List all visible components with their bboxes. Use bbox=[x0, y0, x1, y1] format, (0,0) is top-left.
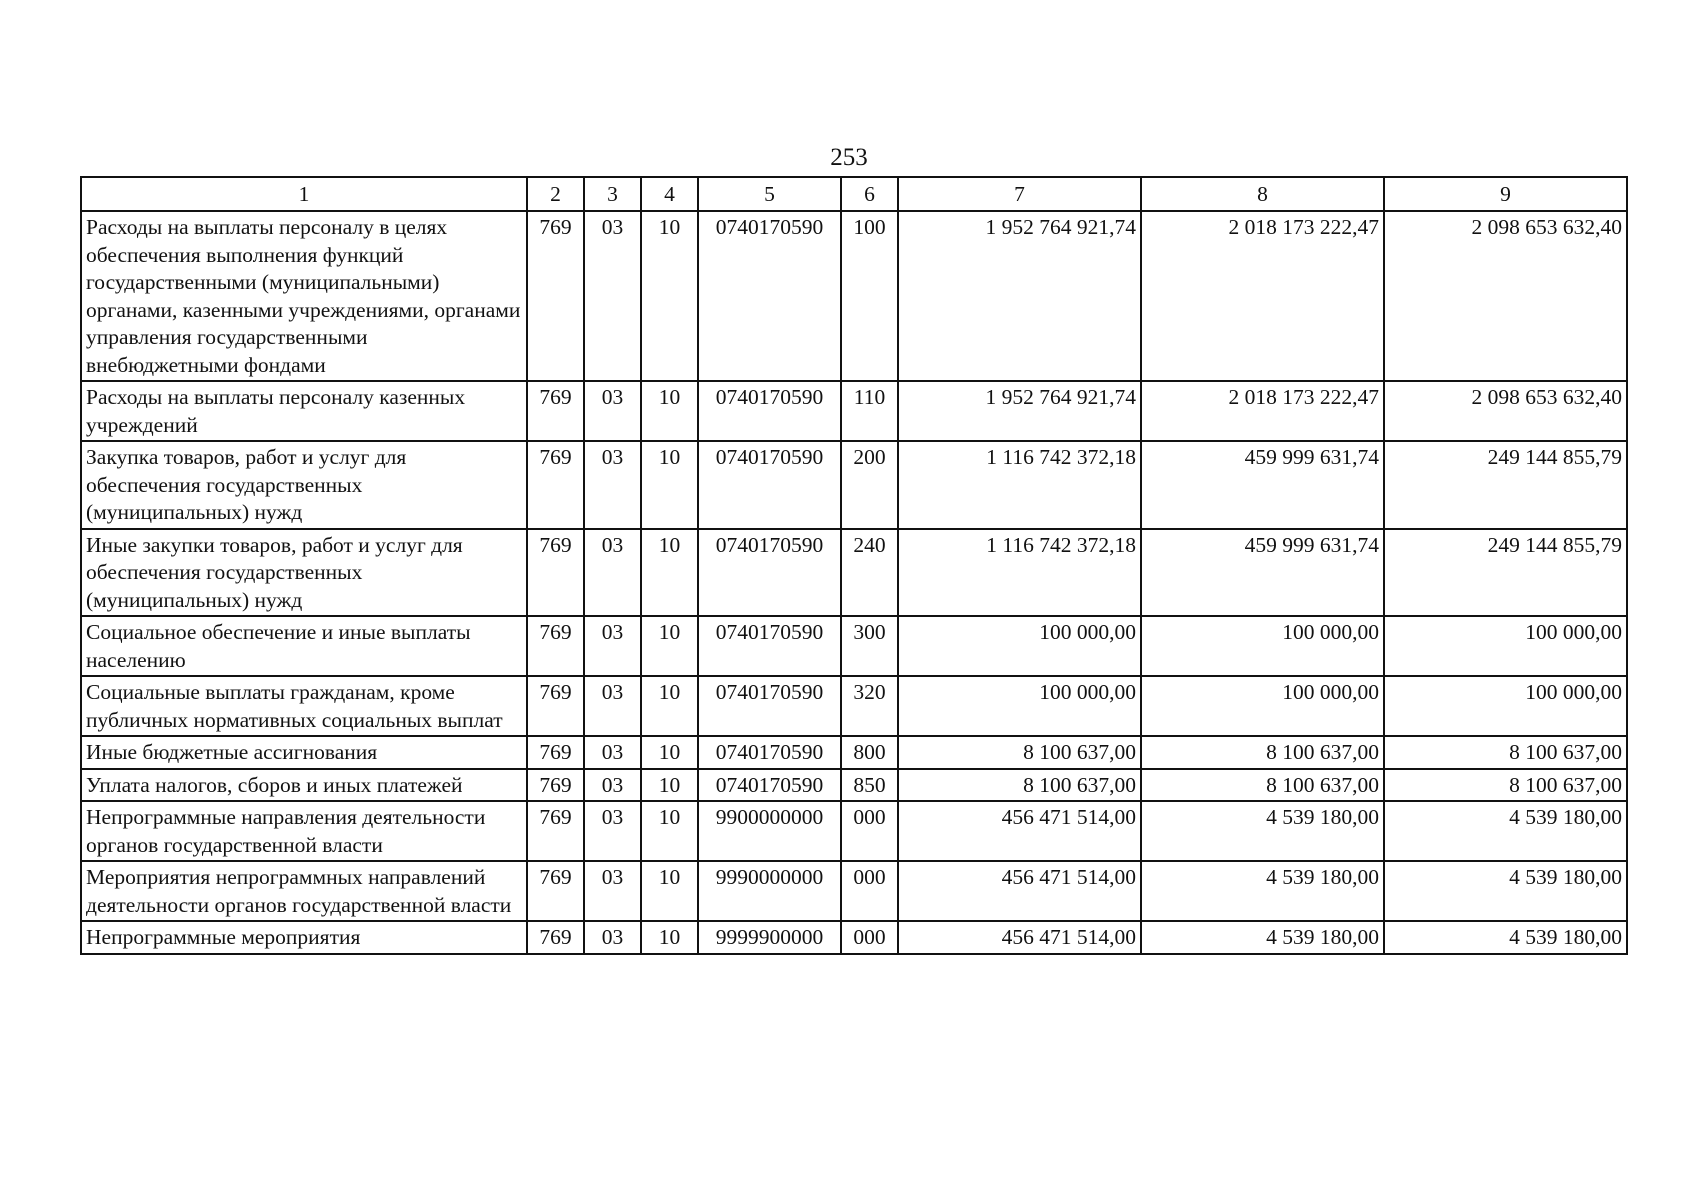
row-amount-9: 100 000,00 bbox=[1384, 676, 1627, 736]
row-name: Закупка товаров, работ и услуг для обеспечения государственных (муниципальных) нужд bbox=[81, 441, 527, 529]
header-row bbox=[81, 177, 1627, 211]
row-amount-7: 8 100 637,00 bbox=[898, 769, 1141, 802]
row-code-2: 769 bbox=[527, 441, 584, 529]
row-amount-8: 459 999 631,74 bbox=[1141, 441, 1384, 529]
row-amount-9: 249 144 855,79 bbox=[1384, 529, 1627, 617]
row-code-3: 03 bbox=[584, 921, 641, 954]
row-code-5: 9990000000 bbox=[698, 861, 841, 921]
table-row bbox=[81, 211, 1627, 381]
row-amount-8: 8 100 637,00 bbox=[1141, 769, 1384, 802]
row-code-4: 10 bbox=[641, 381, 698, 441]
row-code-4: 10 bbox=[641, 211, 698, 381]
table-row bbox=[81, 861, 1627, 921]
row-code-5: 0740170590 bbox=[698, 676, 841, 736]
header-col-3: 3 bbox=[584, 177, 641, 211]
row-code-4: 10 bbox=[641, 529, 698, 617]
row-name: Расходы на выплаты персоналу казенных учреждений bbox=[81, 381, 527, 441]
row-amount-7: 456 471 514,00 bbox=[898, 801, 1141, 861]
header-col-8: 8 bbox=[1141, 177, 1384, 211]
row-name: Иные закупки товаров, работ и услуг для обеспечения государственных (муниципальных) нужд bbox=[81, 529, 527, 617]
header-col-5: 5 bbox=[698, 177, 841, 211]
table-body bbox=[81, 211, 1627, 954]
row-code-3: 03 bbox=[584, 769, 641, 802]
row-code-5: 9999900000 bbox=[698, 921, 841, 954]
row-amount-7: 456 471 514,00 bbox=[898, 921, 1141, 954]
row-code-6: 000 bbox=[841, 921, 898, 954]
row-name: Расходы на выплаты персоналу в целях обеспечения выполнения функций государственными (муниципальными) органами, казенными учреждениями, органами управления государственными внебюджетными фондами bbox=[81, 211, 527, 381]
table-row bbox=[81, 921, 1627, 954]
header-col-7: 7 bbox=[898, 177, 1141, 211]
header-col-4: 4 bbox=[641, 177, 698, 211]
row-code-3: 03 bbox=[584, 441, 641, 529]
table-row bbox=[81, 769, 1627, 802]
row-code-2: 769 bbox=[527, 769, 584, 802]
row-code-4: 10 bbox=[641, 736, 698, 769]
row-code-6: 240 bbox=[841, 529, 898, 617]
row-name: Иные бюджетные ассигнования bbox=[81, 736, 527, 769]
row-code-2: 769 bbox=[527, 861, 584, 921]
header-col-9: 9 bbox=[1384, 177, 1627, 211]
row-code-2: 769 bbox=[527, 921, 584, 954]
row-code-6: 110 bbox=[841, 381, 898, 441]
row-code-5: 0740170590 bbox=[698, 529, 841, 617]
row-amount-8: 459 999 631,74 bbox=[1141, 529, 1384, 617]
row-name: Социальные выплаты гражданам, кроме публичных нормативных социальных выплат bbox=[81, 676, 527, 736]
row-code-4: 10 bbox=[641, 616, 698, 676]
row-amount-9: 4 539 180,00 bbox=[1384, 861, 1627, 921]
row-code-2: 769 bbox=[527, 801, 584, 861]
header-col-2: 2 bbox=[527, 177, 584, 211]
row-amount-8: 4 539 180,00 bbox=[1141, 861, 1384, 921]
row-amount-9: 2 098 653 632,40 bbox=[1384, 211, 1627, 381]
row-amount-7: 456 471 514,00 bbox=[898, 861, 1141, 921]
row-amount-9: 8 100 637,00 bbox=[1384, 769, 1627, 802]
row-amount-9: 4 539 180,00 bbox=[1384, 801, 1627, 861]
row-code-6: 300 bbox=[841, 616, 898, 676]
row-amount-9: 2 098 653 632,40 bbox=[1384, 381, 1627, 441]
row-amount-8: 4 539 180,00 bbox=[1141, 801, 1384, 861]
row-code-4: 10 bbox=[641, 861, 698, 921]
row-code-5: 0740170590 bbox=[698, 616, 841, 676]
row-amount-9: 8 100 637,00 bbox=[1384, 736, 1627, 769]
row-amount-8: 2 018 173 222,47 bbox=[1141, 211, 1384, 381]
row-amount-9: 4 539 180,00 bbox=[1384, 921, 1627, 954]
row-code-3: 03 bbox=[584, 676, 641, 736]
row-code-3: 03 bbox=[584, 736, 641, 769]
row-name: Непрограммные направления деятельности органов государственной власти bbox=[81, 801, 527, 861]
row-amount-9: 249 144 855,79 bbox=[1384, 441, 1627, 529]
row-code-2: 769 bbox=[527, 616, 584, 676]
table-row bbox=[81, 676, 1627, 736]
row-code-6: 800 bbox=[841, 736, 898, 769]
row-name: Социальное обеспечение и иные выплаты населению bbox=[81, 616, 527, 676]
table-row bbox=[81, 529, 1627, 617]
row-code-5: 0740170590 bbox=[698, 381, 841, 441]
row-code-5: 0740170590 bbox=[698, 211, 841, 381]
row-code-4: 10 bbox=[641, 801, 698, 861]
row-code-4: 10 bbox=[641, 676, 698, 736]
row-code-6: 850 bbox=[841, 769, 898, 802]
table-row bbox=[81, 801, 1627, 861]
row-code-6: 100 bbox=[841, 211, 898, 381]
table-row bbox=[81, 616, 1627, 676]
row-amount-7: 8 100 637,00 bbox=[898, 736, 1141, 769]
row-amount-7: 100 000,00 bbox=[898, 676, 1141, 736]
row-code-2: 769 bbox=[527, 736, 584, 769]
row-amount-9: 100 000,00 bbox=[1384, 616, 1627, 676]
row-code-4: 10 bbox=[641, 921, 698, 954]
row-amount-7: 1 116 742 372,18 bbox=[898, 441, 1141, 529]
row-code-5: 9900000000 bbox=[698, 801, 841, 861]
row-code-3: 03 bbox=[584, 211, 641, 381]
row-code-3: 03 bbox=[584, 616, 641, 676]
row-code-6: 000 bbox=[841, 861, 898, 921]
row-name: Уплата налогов, сборов и иных платежей bbox=[81, 769, 527, 802]
row-code-5: 0740170590 bbox=[698, 769, 841, 802]
table-row bbox=[81, 441, 1627, 529]
row-amount-8: 100 000,00 bbox=[1141, 616, 1384, 676]
row-code-2: 769 bbox=[527, 211, 584, 381]
row-name: Непрограммные мероприятия bbox=[81, 921, 527, 954]
row-amount-7: 1 952 764 921,74 bbox=[898, 211, 1141, 381]
row-code-4: 10 bbox=[641, 441, 698, 529]
table-row bbox=[81, 736, 1627, 769]
row-code-3: 03 bbox=[584, 861, 641, 921]
row-code-6: 000 bbox=[841, 801, 898, 861]
row-code-2: 769 bbox=[527, 529, 584, 617]
row-amount-7: 1 116 742 372,18 bbox=[898, 529, 1141, 617]
budget-table bbox=[80, 176, 1628, 955]
row-code-3: 03 bbox=[584, 381, 641, 441]
header-col-6: 6 bbox=[841, 177, 898, 211]
row-amount-8: 4 539 180,00 bbox=[1141, 921, 1384, 954]
row-amount-8: 100 000,00 bbox=[1141, 676, 1384, 736]
row-amount-7: 100 000,00 bbox=[898, 616, 1141, 676]
row-code-4: 10 bbox=[641, 769, 698, 802]
row-amount-8: 8 100 637,00 bbox=[1141, 736, 1384, 769]
row-code-5: 0740170590 bbox=[698, 736, 841, 769]
row-amount-7: 1 952 764 921,74 bbox=[898, 381, 1141, 441]
row-code-2: 769 bbox=[527, 676, 584, 736]
header-col-1: 1 bbox=[81, 177, 527, 211]
row-code-6: 320 bbox=[841, 676, 898, 736]
row-amount-8: 2 018 173 222,47 bbox=[1141, 381, 1384, 441]
page-number: 253 bbox=[830, 144, 868, 171]
row-code-5: 0740170590 bbox=[698, 441, 841, 529]
table-row bbox=[81, 381, 1627, 441]
row-code-3: 03 bbox=[584, 801, 641, 861]
row-code-3: 03 bbox=[584, 529, 641, 617]
table-header bbox=[81, 177, 1627, 211]
row-code-2: 769 bbox=[527, 381, 584, 441]
row-name: Мероприятия непрограммных направлений деятельности органов государственной власти bbox=[81, 861, 527, 921]
row-code-6: 200 bbox=[841, 441, 898, 529]
